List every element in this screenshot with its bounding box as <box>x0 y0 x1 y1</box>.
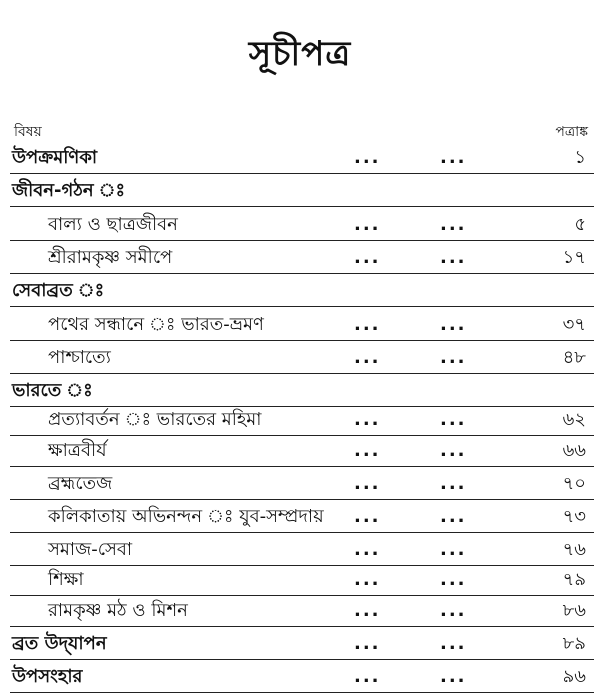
entry-title: প্রত্যাবর্তন ঃ ভারতের মহিমা <box>48 409 262 430</box>
leader-dots: ... <box>354 440 381 461</box>
page-number: ৬৬ <box>562 440 586 461</box>
divider <box>10 306 594 307</box>
page-column-header: পত্রাঙ্ক <box>555 124 588 140</box>
divider <box>10 659 594 660</box>
toc-entry <box>0 436 600 466</box>
entry-title: সমাজ-সেবা <box>48 539 133 560</box>
section-title: ভারতে ঃ <box>12 380 93 401</box>
page-number: ১৭ <box>562 247 586 268</box>
leader-dots: ... <box>354 569 381 590</box>
page-number: ৯৬ <box>562 666 586 687</box>
entry-title: বাল্য ও ছাত্রজীবন <box>48 214 178 235</box>
divider <box>10 499 594 500</box>
entry-title: শ্রীরামকৃষ্ণ সমীপে <box>48 247 173 268</box>
leader-dots: ... <box>440 473 467 494</box>
page-number: ৭৩ <box>562 506 586 527</box>
page-number: ৮৬ <box>562 600 586 621</box>
page-number: ৭০ <box>562 473 586 494</box>
leader-dots: ... <box>440 539 467 560</box>
leader-dots: ... <box>440 440 467 461</box>
toc-section-sebabrata <box>0 276 600 306</box>
page-title: সূচীপত্র <box>248 34 352 74</box>
entry-title: ক্ষাত্রবীর্য <box>48 440 107 461</box>
leader-dots: ... <box>354 666 381 687</box>
subject-column-header: বিষয় <box>14 124 42 140</box>
leader-dots: ... <box>440 633 467 654</box>
leader-dots: ... <box>354 214 381 235</box>
leader-dots: ... <box>354 539 381 560</box>
leader-dots: ... <box>440 506 467 527</box>
entry-title: উপসংহার <box>12 666 83 687</box>
page-number: ৪৮ <box>562 347 586 368</box>
page-number: ৬২ <box>562 409 586 430</box>
entry-title: পাশ্চাত্যে <box>48 347 111 368</box>
toc-entry <box>0 310 600 340</box>
toc-entry <box>0 405 600 435</box>
leader-dots: ... <box>440 147 467 168</box>
divider <box>10 466 594 467</box>
section-title: জীবন-গঠন ঃ <box>12 180 126 201</box>
page-number: ৩৭ <box>562 314 586 335</box>
leader-dots: ... <box>440 214 467 235</box>
divider <box>10 340 594 341</box>
toc-entry <box>0 565 600 595</box>
leader-dots: ... <box>354 506 381 527</box>
entry-title: পথের সন্ধানে ঃ ভারত-ভ্রমণ <box>48 314 264 335</box>
page-number: ৭৯ <box>562 569 586 590</box>
divider <box>10 240 594 241</box>
entry-title: ব্রহ্মতেজ <box>48 473 113 494</box>
page-number: ৮৯ <box>562 633 586 654</box>
divider <box>10 626 594 627</box>
toc-entry <box>0 596 600 626</box>
toc-section-bharate <box>0 376 600 406</box>
leader-dots: ... <box>440 666 467 687</box>
leader-dots: ... <box>354 314 381 335</box>
section-title: সেবাব্রত ঃ <box>12 280 105 301</box>
leader-dots: ... <box>440 314 467 335</box>
leader-dots: ... <box>440 600 467 621</box>
toc-entry-bratha-udjapan <box>0 629 600 659</box>
toc-entry <box>0 469 600 499</box>
leader-dots: ... <box>440 247 467 268</box>
toc-entry <box>0 210 600 240</box>
toc-entry <box>0 535 600 565</box>
entry-title: ব্রত উদ্‌যাপন <box>12 633 107 654</box>
toc-entry <box>0 243 600 273</box>
leader-dots: ... <box>354 633 381 654</box>
toc-entry <box>0 343 600 373</box>
divider <box>10 532 594 533</box>
leader-dots: ... <box>440 409 467 430</box>
leader-dots: ... <box>354 147 381 168</box>
page-number: ১ <box>574 147 586 168</box>
page-number: ৫ <box>574 214 586 235</box>
leader-dots: ... <box>354 409 381 430</box>
entry-title: উপক্রমণিকা <box>12 147 98 168</box>
page-number: ৭৬ <box>562 539 586 560</box>
entry-title: রামকৃষ্ণ মঠ ও মিশন <box>48 600 188 621</box>
leader-dots: ... <box>354 247 381 268</box>
entry-title: কলিকাতায় অভিনন্দন ঃ যুব-সম্প্রদায় <box>48 506 324 527</box>
toc-section-jibon-gothon <box>0 176 600 206</box>
toc-entry-upasanghar <box>0 662 600 692</box>
toc-entry-upakramanika <box>0 143 600 173</box>
divider <box>10 373 594 374</box>
divider <box>10 206 594 207</box>
leader-dots: ... <box>440 569 467 590</box>
divider <box>10 273 594 274</box>
entry-title: শিক্ষা <box>48 569 84 590</box>
leader-dots: ... <box>354 473 381 494</box>
divider <box>10 173 594 174</box>
leader-dots: ... <box>354 600 381 621</box>
leader-dots: ... <box>440 347 467 368</box>
leader-dots: ... <box>354 347 381 368</box>
toc-entry <box>0 502 600 532</box>
divider <box>10 692 594 693</box>
